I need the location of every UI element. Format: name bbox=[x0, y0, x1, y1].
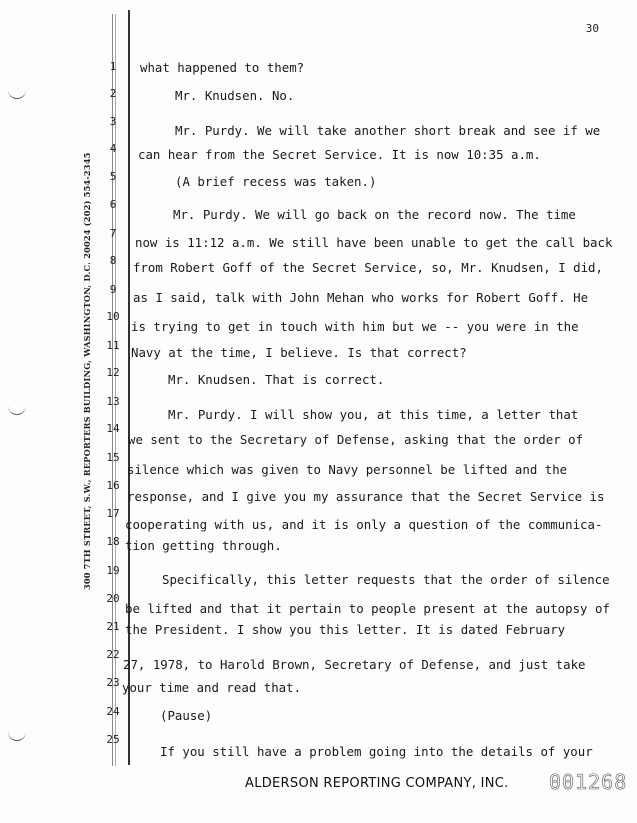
transcript-line: your time and read that. bbox=[122, 680, 302, 695]
line-number: 19 bbox=[106, 564, 120, 577]
transcript-line: Mr. Purdy. We will go back on the record now. The time bbox=[173, 207, 576, 222]
transcript-line: 27, 1978, to Harold Brown, Secretary of Defense, and just take bbox=[123, 657, 586, 672]
transcript-line: response, and I give you my assurance that the Secret Service is bbox=[127, 489, 605, 504]
document-stamp: 001268 bbox=[549, 770, 628, 794]
transcript-line: from Robert Goff of the Secret Service, so, Mr. Knudsen, I did, bbox=[133, 260, 603, 275]
line-number: 7 bbox=[109, 227, 117, 240]
transcript-line: silence which was given to Navy personnel be lifted and the bbox=[127, 462, 568, 477]
transcript-line: cooperating with us, and it is only a question of the communica- bbox=[125, 517, 603, 532]
line-number: 20 bbox=[106, 592, 120, 605]
transcript-line: the President. I show you this letter. It is dated February bbox=[125, 622, 566, 637]
transcript-line: tion getting through. bbox=[125, 538, 282, 553]
transcript-line: be lifted and that it pertain to people present at the autopsy of bbox=[125, 601, 610, 616]
binder-hole-mark bbox=[8, 404, 26, 415]
line-number: 5 bbox=[109, 170, 117, 183]
transcript-line: (A brief recess was taken.) bbox=[175, 174, 377, 189]
transcript-line: (Pause) bbox=[160, 708, 213, 723]
transcript-line: Mr. Knudsen. No. bbox=[175, 88, 295, 103]
transcript-line: Mr. Purdy. We will take another short break and see if we bbox=[175, 123, 601, 138]
line-number: 18 bbox=[106, 535, 120, 548]
line-number: 17 bbox=[106, 507, 120, 520]
line-number: 24 bbox=[106, 705, 120, 718]
transcript-line: Mr. Knudsen. That is correct. bbox=[168, 372, 385, 387]
line-number: 23 bbox=[106, 676, 120, 689]
transcript-line: Mr. Purdy. I will show you, at this time, a letter that bbox=[168, 407, 579, 422]
line-number: 15 bbox=[106, 451, 120, 464]
line-number: 11 bbox=[106, 339, 120, 352]
line-number: 22 bbox=[106, 648, 120, 661]
line-number: 8 bbox=[109, 254, 117, 267]
line-number: 25 bbox=[106, 733, 120, 746]
transcript-line: is trying to get in touch with him but we -- you were in the bbox=[131, 319, 579, 334]
transcript-line: If you still have a problem going into the details of your bbox=[160, 744, 593, 759]
transcript-line: as I said, talk with John Mehan who works for Robert Goff. He bbox=[133, 290, 589, 305]
transcript-line: now is 11:12 a.m. We still have been unable to get the call back bbox=[135, 235, 613, 250]
binder-hole-mark bbox=[8, 730, 26, 741]
margin-rule-inner bbox=[128, 10, 130, 765]
transcript-line: Navy at the time, I believe. Is that correct? bbox=[131, 345, 467, 360]
line-number: 10 bbox=[106, 310, 120, 323]
reporting-company: ALDERSON REPORTING COMPANY, INC. bbox=[245, 776, 509, 791]
line-number: 14 bbox=[106, 422, 120, 435]
binder-hole-mark bbox=[8, 88, 26, 99]
transcript-line: can hear from the Secret Service. It is now 10:35 a.m. bbox=[138, 147, 541, 162]
transcript-line: Specifically, this letter requests that the order of silence bbox=[162, 572, 610, 587]
line-number: 16 bbox=[106, 479, 120, 492]
page-number: 30 bbox=[585, 22, 599, 35]
line-number: 21 bbox=[106, 620, 120, 633]
line-number: 1 bbox=[109, 60, 117, 73]
line-number: 12 bbox=[106, 366, 120, 379]
line-number: 2 bbox=[109, 87, 117, 100]
line-number: 3 bbox=[109, 115, 117, 128]
reporter-address: 300 7TH STREET, S.W., REPORTERS BUILDING, WASHINGTON, D.C. 20024 (202) 554-2345 bbox=[82, 152, 92, 590]
line-number: 6 bbox=[109, 198, 117, 211]
line-number: 13 bbox=[106, 395, 120, 408]
line-number: 9 bbox=[109, 283, 117, 296]
transcript-line: we sent to the Secretary of Defense, asking that the order of bbox=[128, 432, 584, 447]
transcript-line: what happened to them? bbox=[140, 60, 305, 75]
line-number: 4 bbox=[109, 142, 117, 155]
